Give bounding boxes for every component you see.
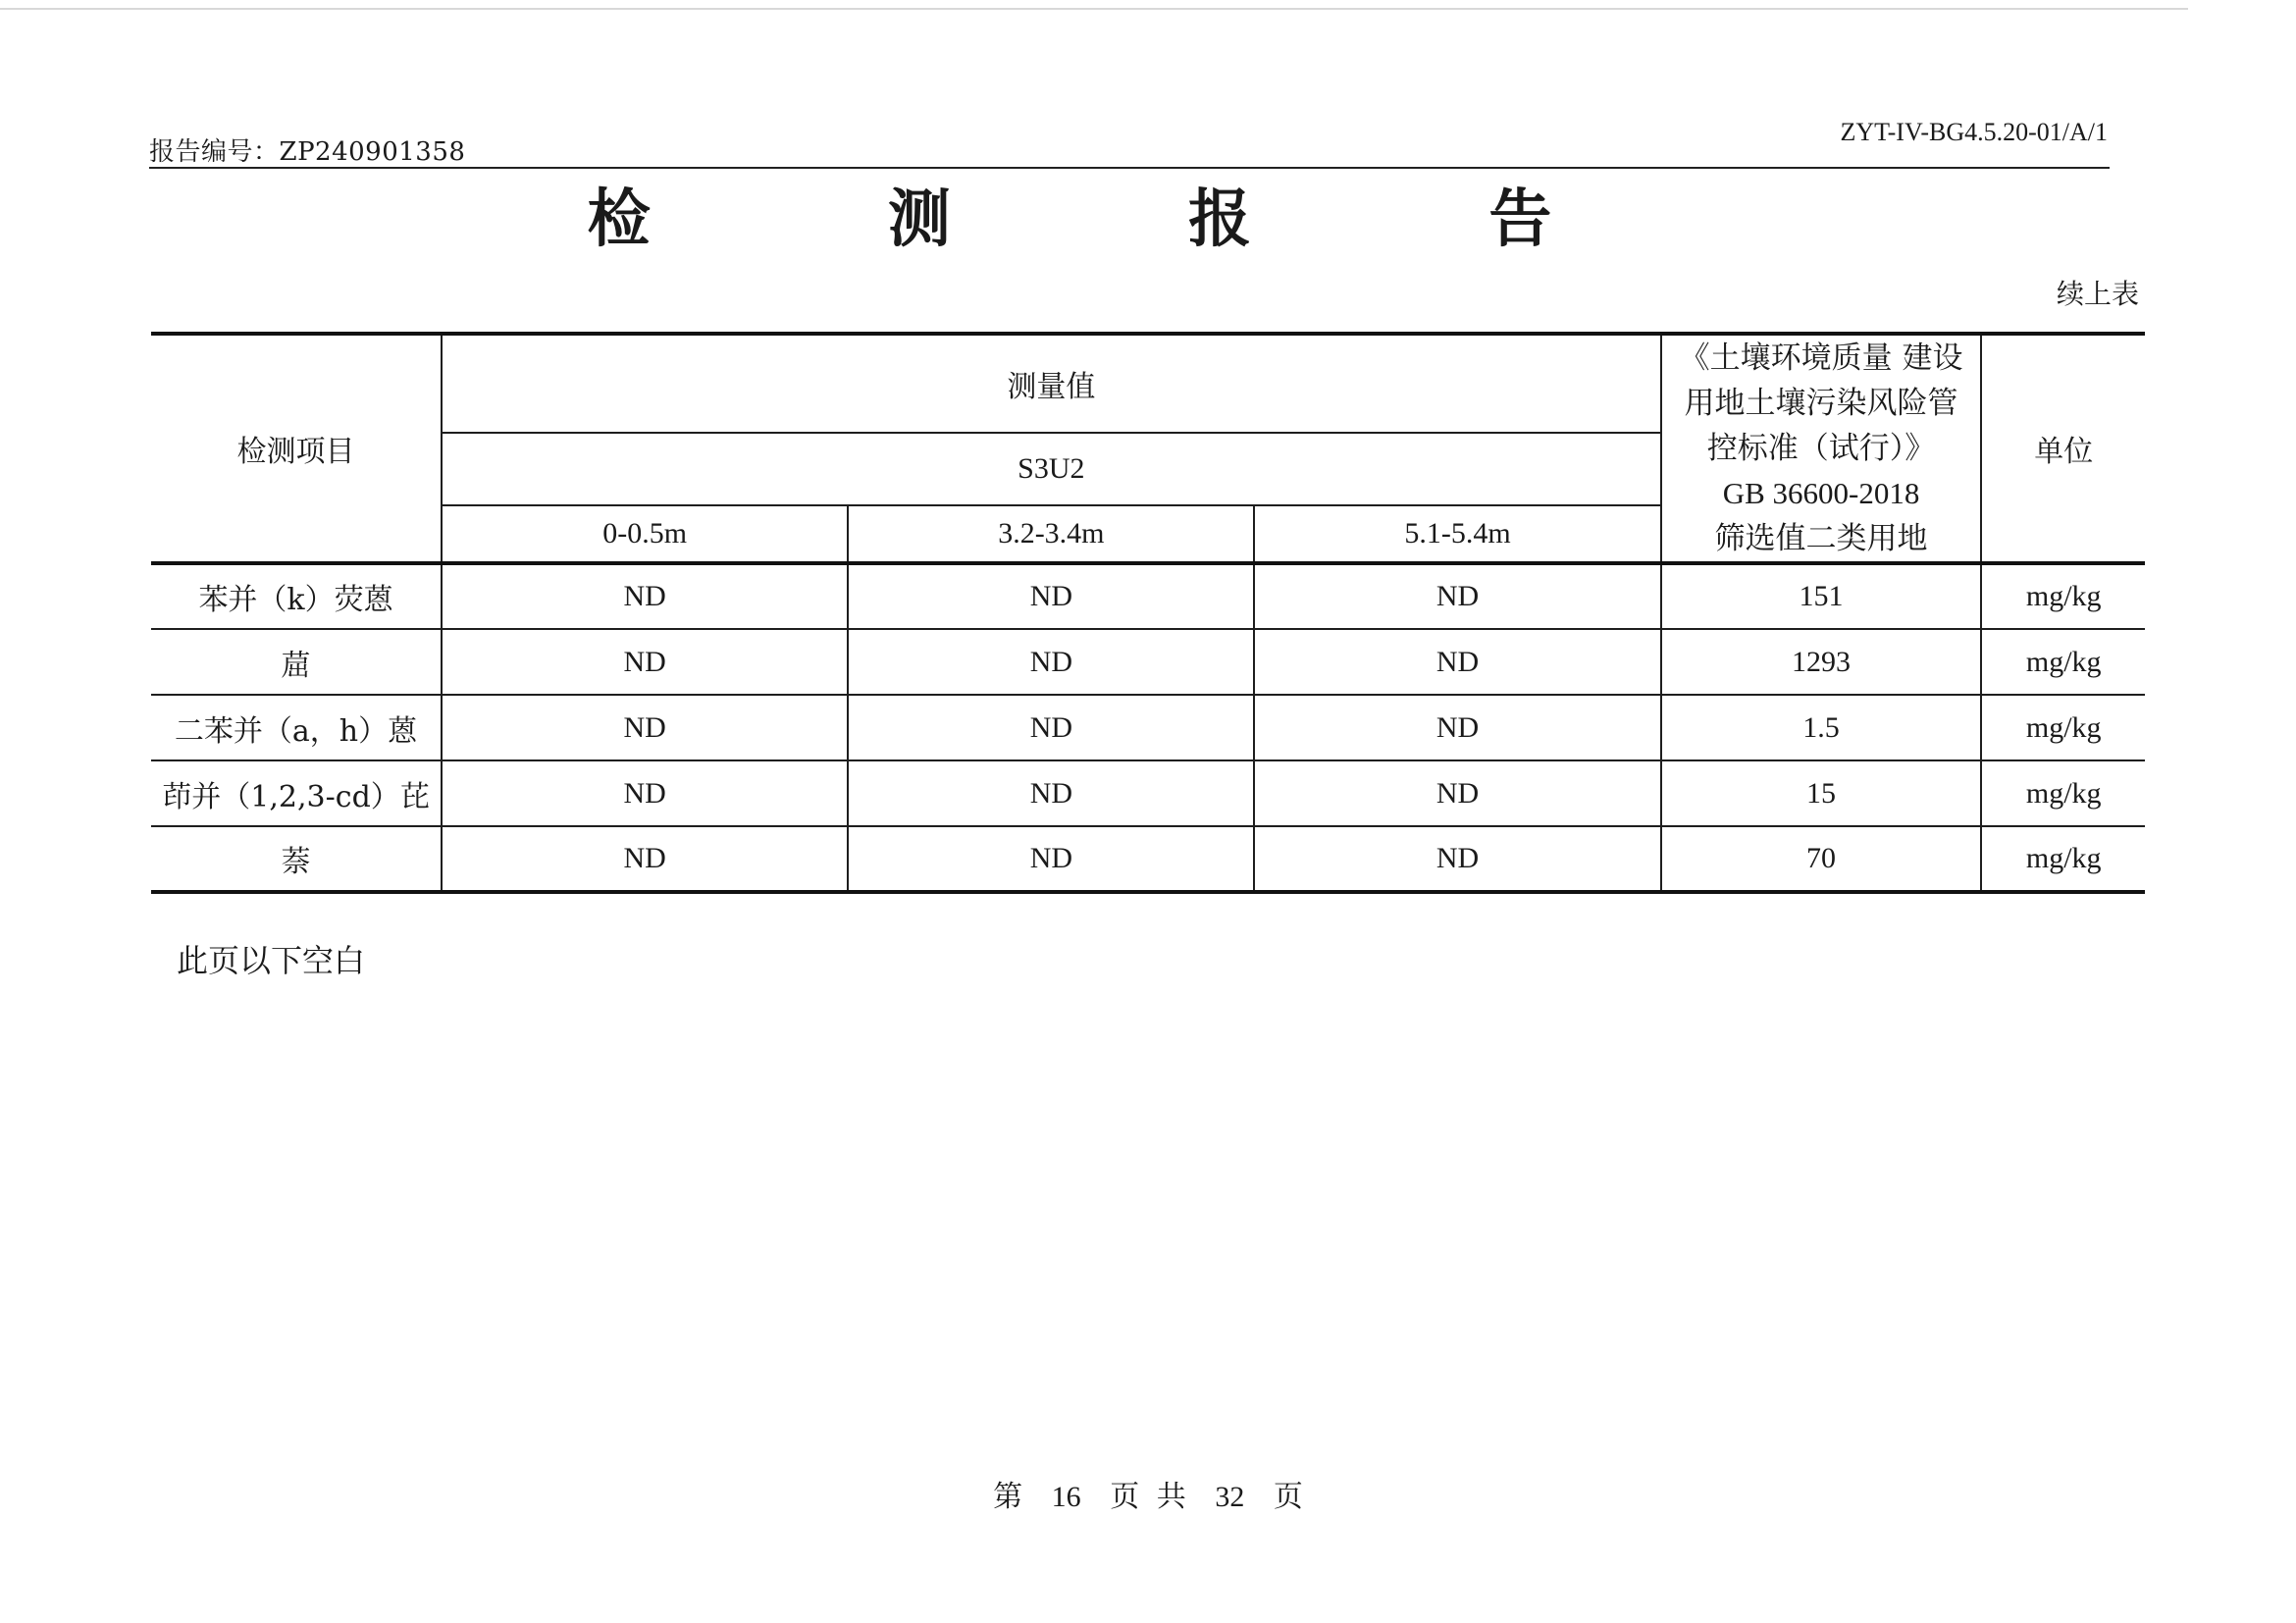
depth-header: 3.2-3.4m (848, 505, 1254, 563)
standard-value: 151 (1661, 563, 1982, 629)
table-row (151, 563, 2145, 629)
item-name: 二苯并（a，h）蒽 (151, 695, 442, 760)
measured-value: ND (848, 563, 1254, 629)
table-row (151, 760, 2145, 826)
table-row (151, 695, 2145, 760)
depth-header: 5.1-5.4m (1254, 505, 1660, 563)
measured-value: ND (848, 695, 1254, 760)
measured-value: ND (848, 629, 1254, 695)
table-header-row (151, 334, 2145, 433)
standard-line-3: 控标准（试行）》 (1706, 431, 1936, 466)
page-label-prefix: 第 (993, 1480, 1023, 1514)
table-row (151, 629, 2145, 695)
measured-value: ND (442, 826, 848, 892)
measured-value: ND (442, 695, 848, 760)
unit-value: mg/kg (1981, 563, 2145, 629)
page-footer (0, 1472, 2296, 1515)
item-name: 苯并（k）荧蒽 (151, 563, 442, 629)
unit-header: 单位 (1981, 334, 2145, 563)
unit-value: mg/kg (1981, 826, 2145, 892)
unit-value: mg/kg (1981, 760, 2145, 826)
standard-line-1: 《土壤环境质量 建设 (1679, 340, 1963, 376)
measured-value: ND (1254, 760, 1660, 826)
page-label-mid: 页 共 (1110, 1480, 1186, 1514)
standard-value: 1293 (1661, 629, 1982, 695)
standard-value: 15 (1661, 760, 1982, 826)
depth-header: 0-0.5m (442, 505, 848, 563)
standard-line-4: GB 36600-2018 (1722, 476, 1920, 510)
item-name: 茚并（1,2,3-cd）芘 (151, 760, 442, 826)
scan-edge (0, 8, 2188, 10)
measured-value: ND (442, 563, 848, 629)
measured-value: ND (1254, 629, 1660, 695)
item-name: 䓛 (151, 629, 442, 695)
blank-below-note: 此页以下空白 (177, 942, 366, 979)
standard-value: 70 (1661, 826, 1982, 892)
page-title: 检 测 报 告 (587, 183, 1660, 256)
item-header: 检测项目 (151, 334, 442, 563)
page-current: 16 (1051, 1481, 1081, 1513)
standard-line-5: 筛选值二类用地 (1714, 521, 1928, 556)
measured-header: 测量值 (442, 334, 1661, 433)
sample-id: S3U2 (442, 433, 1661, 506)
form-code: ZYT-IV-BG4.5.20-01/A/1 (1840, 118, 2108, 146)
standard-line-2: 用地土壤污染风险管 (1684, 386, 1958, 421)
standard-value: 1.5 (1661, 695, 1982, 760)
item-name: 萘 (151, 826, 442, 892)
measured-value: ND (1254, 826, 1660, 892)
page-total: 32 (1215, 1481, 1245, 1513)
results-table (151, 332, 2145, 894)
continued-note: 续上表 (2056, 278, 2139, 310)
table-row (151, 826, 2145, 892)
unit-value: mg/kg (1981, 695, 2145, 760)
measured-value: ND (1254, 563, 1660, 629)
standard-header (1661, 334, 1982, 563)
report-number: 报告编号：ZP240901358 (149, 137, 466, 167)
unit-value: mg/kg (1981, 629, 2145, 695)
measured-value: ND (1254, 695, 1660, 760)
measured-value: ND (848, 760, 1254, 826)
measured-value: ND (442, 629, 848, 695)
page-label-suffix: 页 (1273, 1480, 1303, 1514)
measured-value: ND (848, 826, 1254, 892)
measured-value: ND (442, 760, 848, 826)
